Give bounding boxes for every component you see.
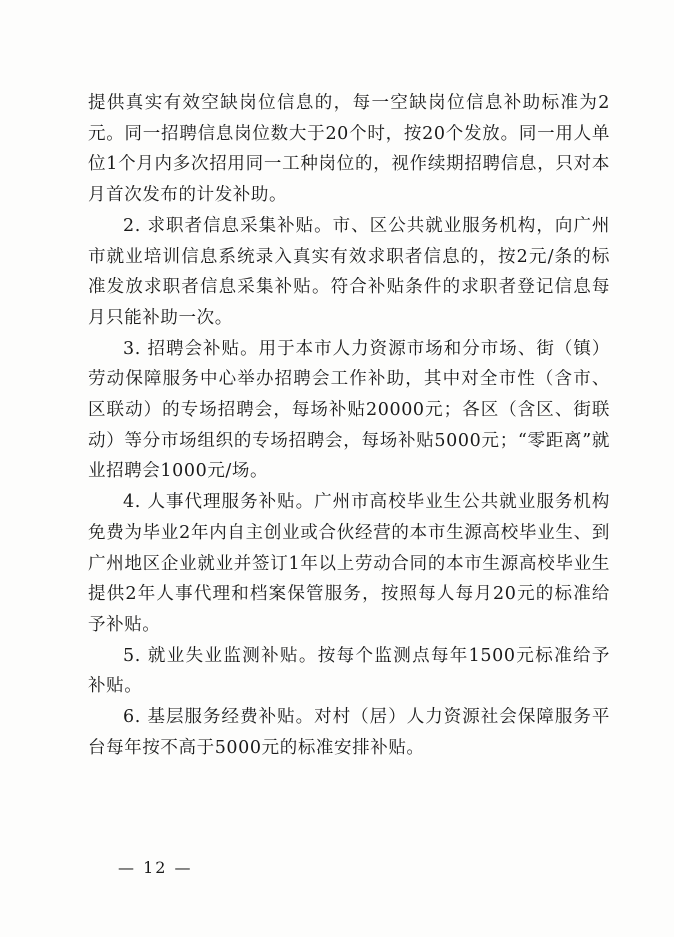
paragraph-personnel-agency-subsidy: 4. 人事代理服务补贴。广州市高校毕业生公共就业服务机构免费为毕业2年内自主创业或合伙经营的本市生源高校毕业生、到广州地区企业就业并签订1年以上劳动合同的本市生源高校毕业生提供2年人事代理和档案保管服务，按照每人每月20元的标准给予补贴。 (88, 492, 610, 635)
paragraph-job-fair-subsidy: 3. 招聘会补贴。用于本市人力资源市场和分市场、街（镇）劳动保障服务中心举办招聘会工作补助，其中对全市性（含市、区联动）的专场招聘会，每场补贴20000元；各区（含区、街联动）等分市场组织的专场招聘会，每场补贴5000元；“零距离”就业招聘会1000元/场。 (88, 338, 610, 482)
page-number: — 12 — (118, 858, 193, 877)
paragraph-employment-monitoring-subsidy: 5. 就业失业监测补贴。按每个监测点每年1500元标准给予补贴。 (88, 645, 610, 697)
document-body (88, 88, 610, 763)
paragraph-grassroots-service-subsidy: 6. 基层服务经费补贴。对村（居）人力资源社会保障服务平台每年按不高于5000元的标准安排补贴。 (88, 707, 610, 758)
paragraph-continued: 提供真实有效空缺岗位信息的，每一空缺岗位信息补助标准为2元。同一招聘信息岗位数大于20个时，按20个发放。同一用人单位1个月内多次招用同一工种岗位的，视作续期招聘信息，只对本月首次发布的计发补助。 (88, 93, 610, 206)
paragraph-job-seeker-subsidy: 2. 求职者信息采集补贴。市、区公共就业服务机构，向广州市就业培训信息系统录入真实有效求职者信息的，按2元/条的标准发放求职者信息采集补贴。符合补贴条件的求职者登记信息每月只能补助一次。 (88, 215, 610, 328)
